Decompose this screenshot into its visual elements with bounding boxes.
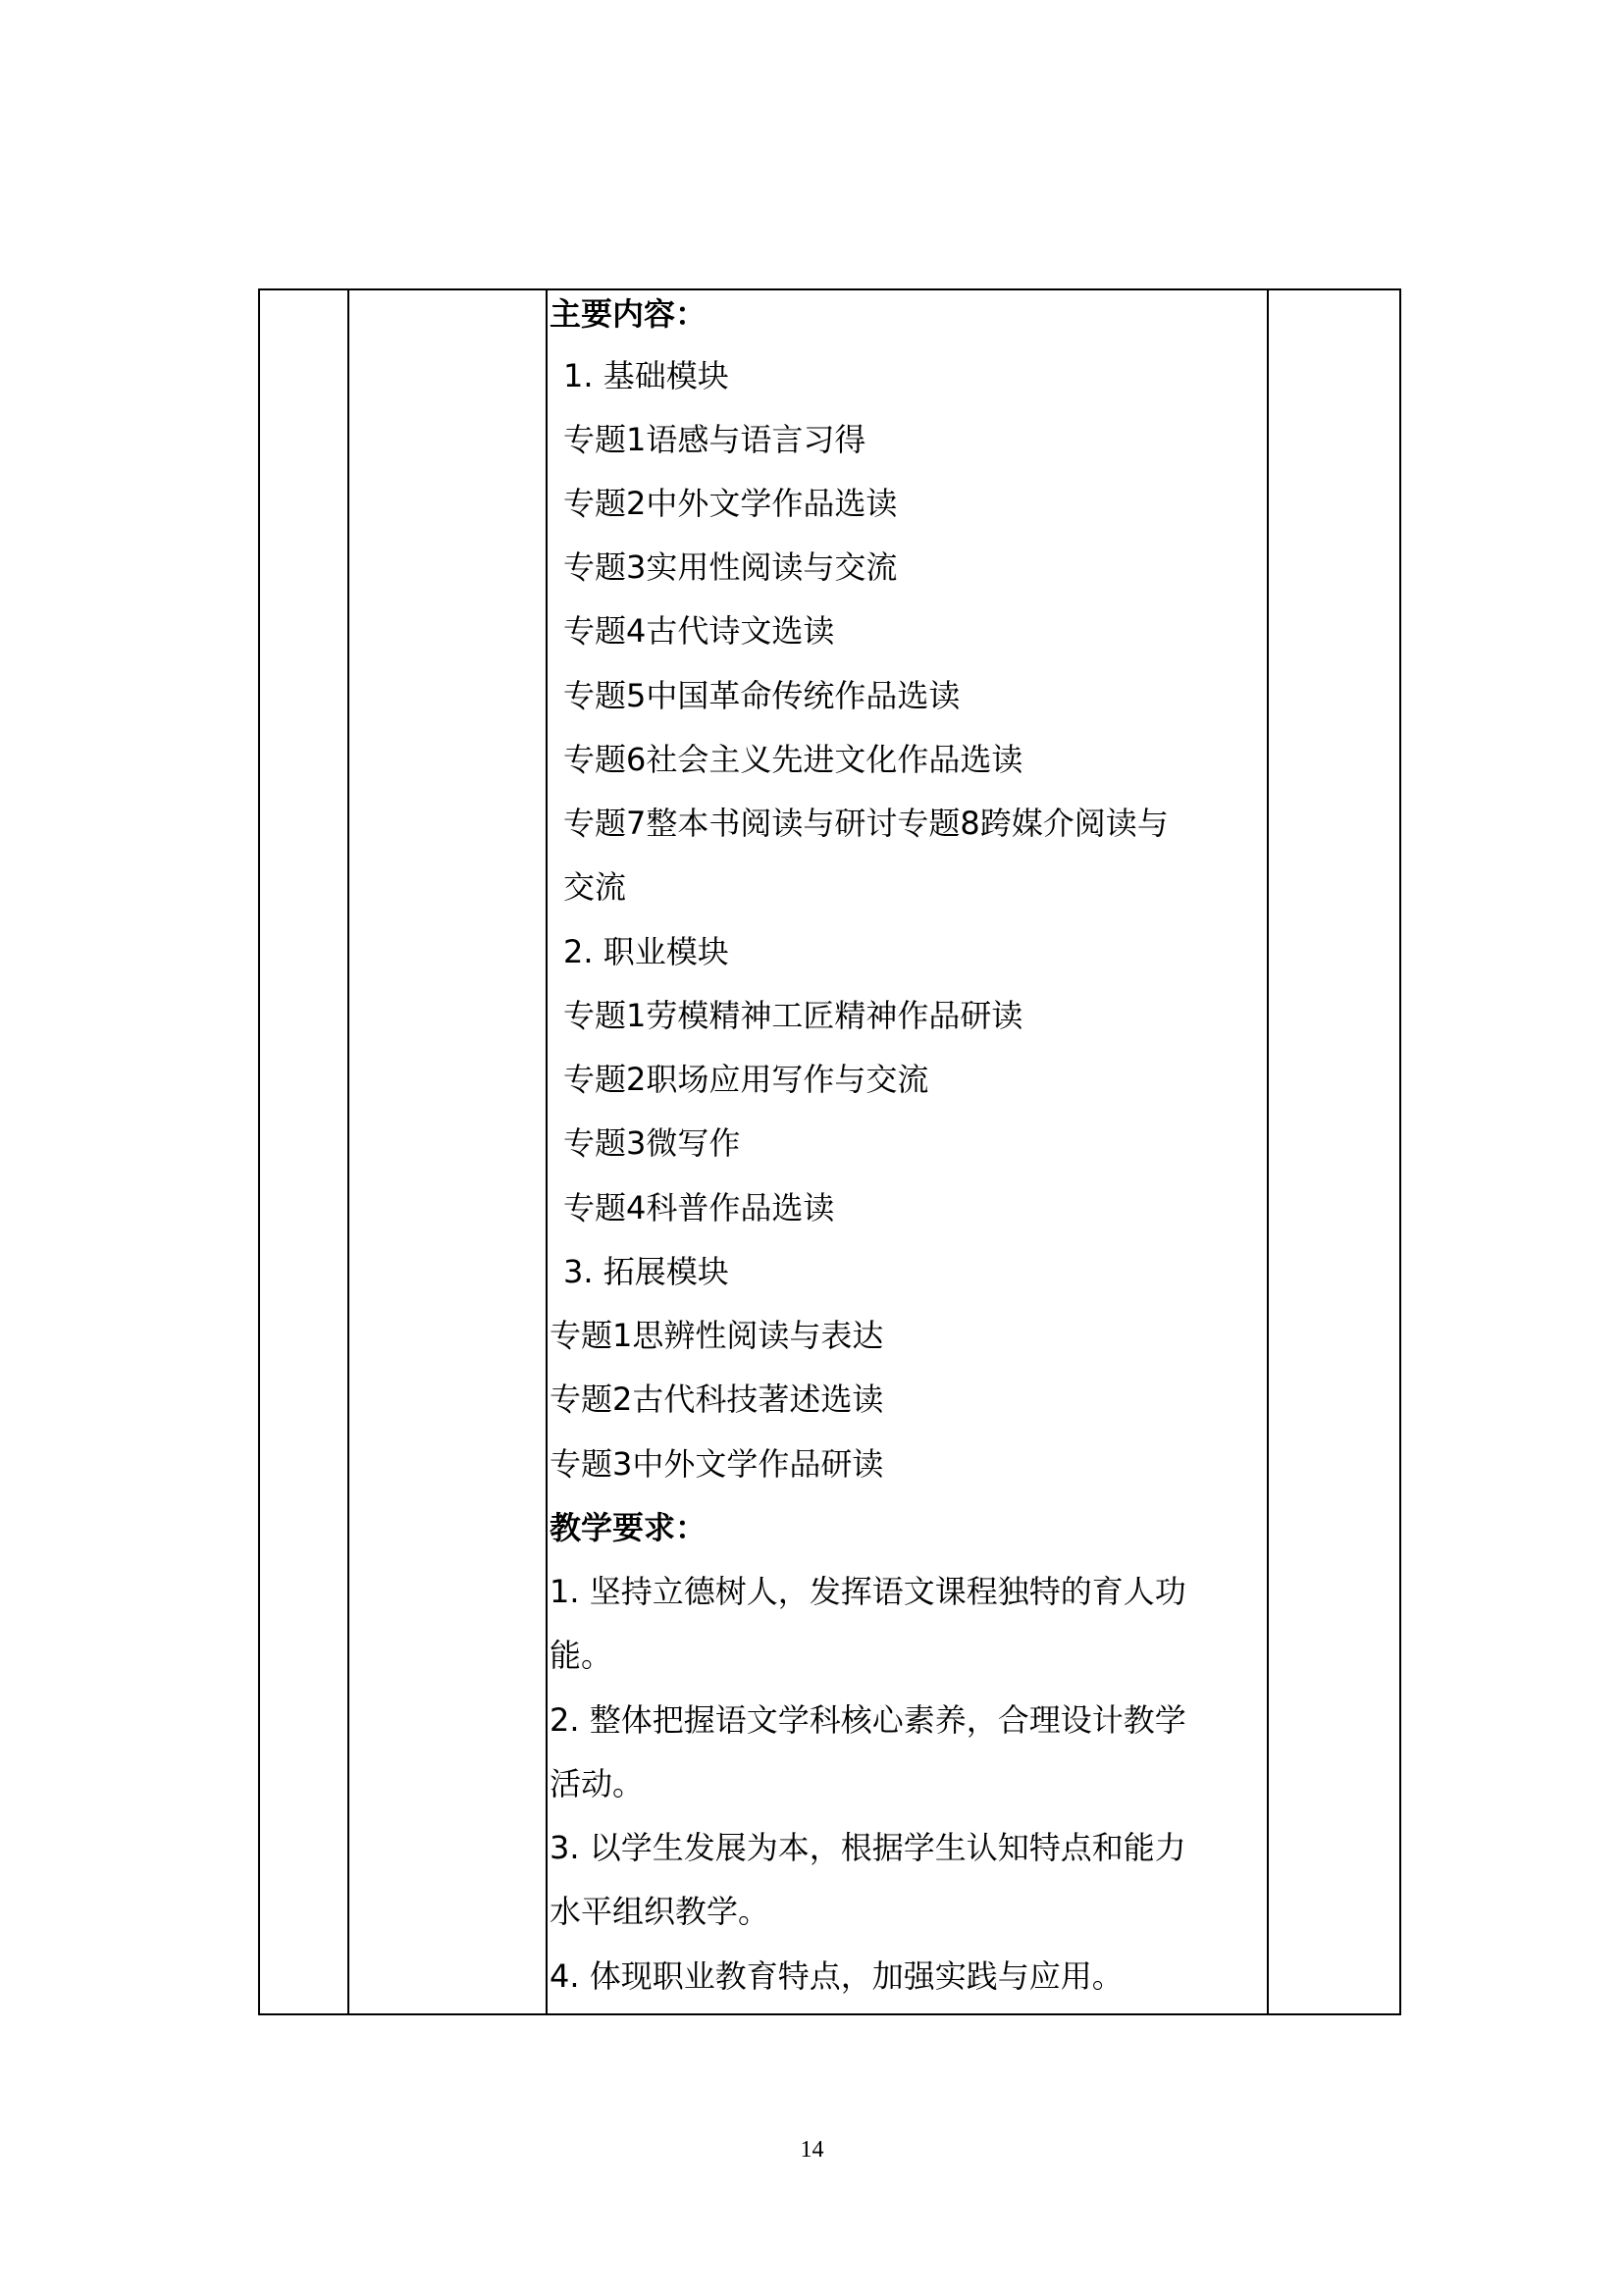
list-item: 专题1语感与语言习得 xyxy=(563,421,866,458)
column-divider-2 xyxy=(546,290,548,2013)
main-content-heading: 主要内容： xyxy=(550,295,707,333)
page-number: 14 xyxy=(800,2137,824,2163)
list-item: 专题4科普作品选读 xyxy=(563,1189,835,1226)
module-title: 3. 拓展模块 xyxy=(563,1253,729,1290)
requirement-line: 2. 整体把握语文学科核心素养，合理设计教学 xyxy=(550,1701,1186,1739)
module-title: 1. 基础模块 xyxy=(563,357,729,394)
list-item: 专题3中外文学作品研读 xyxy=(550,1445,884,1483)
list-item: 交流 xyxy=(563,868,627,906)
teaching-requirements-heading: 教学要求： xyxy=(550,1509,707,1546)
list-item: 专题1思辨性阅读与表达 xyxy=(550,1317,884,1354)
list-item: 专题7整本书阅读与研讨专题8跨媒介阅读与 xyxy=(563,805,1169,842)
list-item: 专题2古代科技著述选读 xyxy=(550,1381,884,1418)
requirement-line: 3. 以学生发展为本，根据学生认知特点和能力 xyxy=(550,1829,1186,1866)
module-title: 2. 职业模块 xyxy=(563,933,729,970)
requirement-line: 水平组织教学。 xyxy=(550,1893,770,1930)
column-divider-3 xyxy=(1267,290,1269,2013)
requirement-line: 能。 xyxy=(550,1637,613,1674)
course-table xyxy=(258,288,1401,2015)
requirement-line: 活动。 xyxy=(550,1765,645,1802)
requirement-line: 1. 坚持立德树人，发挥语文课程独特的育人功 xyxy=(550,1573,1186,1610)
list-item: 专题2职场应用写作与交流 xyxy=(563,1061,929,1098)
list-item: 专题2中外文学作品选读 xyxy=(563,485,898,522)
list-item: 专题4古代诗文选读 xyxy=(563,612,835,650)
list-item: 专题1劳模精神工匠精神作品研读 xyxy=(563,997,1023,1034)
requirement-line: 4. 体现职业教育特点，加强实践与应用。 xyxy=(550,1957,1124,1995)
column-divider-1 xyxy=(347,290,349,2013)
list-item: 专题3微写作 xyxy=(563,1124,741,1162)
list-item: 专题3实用性阅读与交流 xyxy=(563,548,898,586)
list-item: 专题5中国革命传统作品选读 xyxy=(563,677,961,714)
list-item: 专题6社会主义先进文化作品选读 xyxy=(563,741,1023,778)
